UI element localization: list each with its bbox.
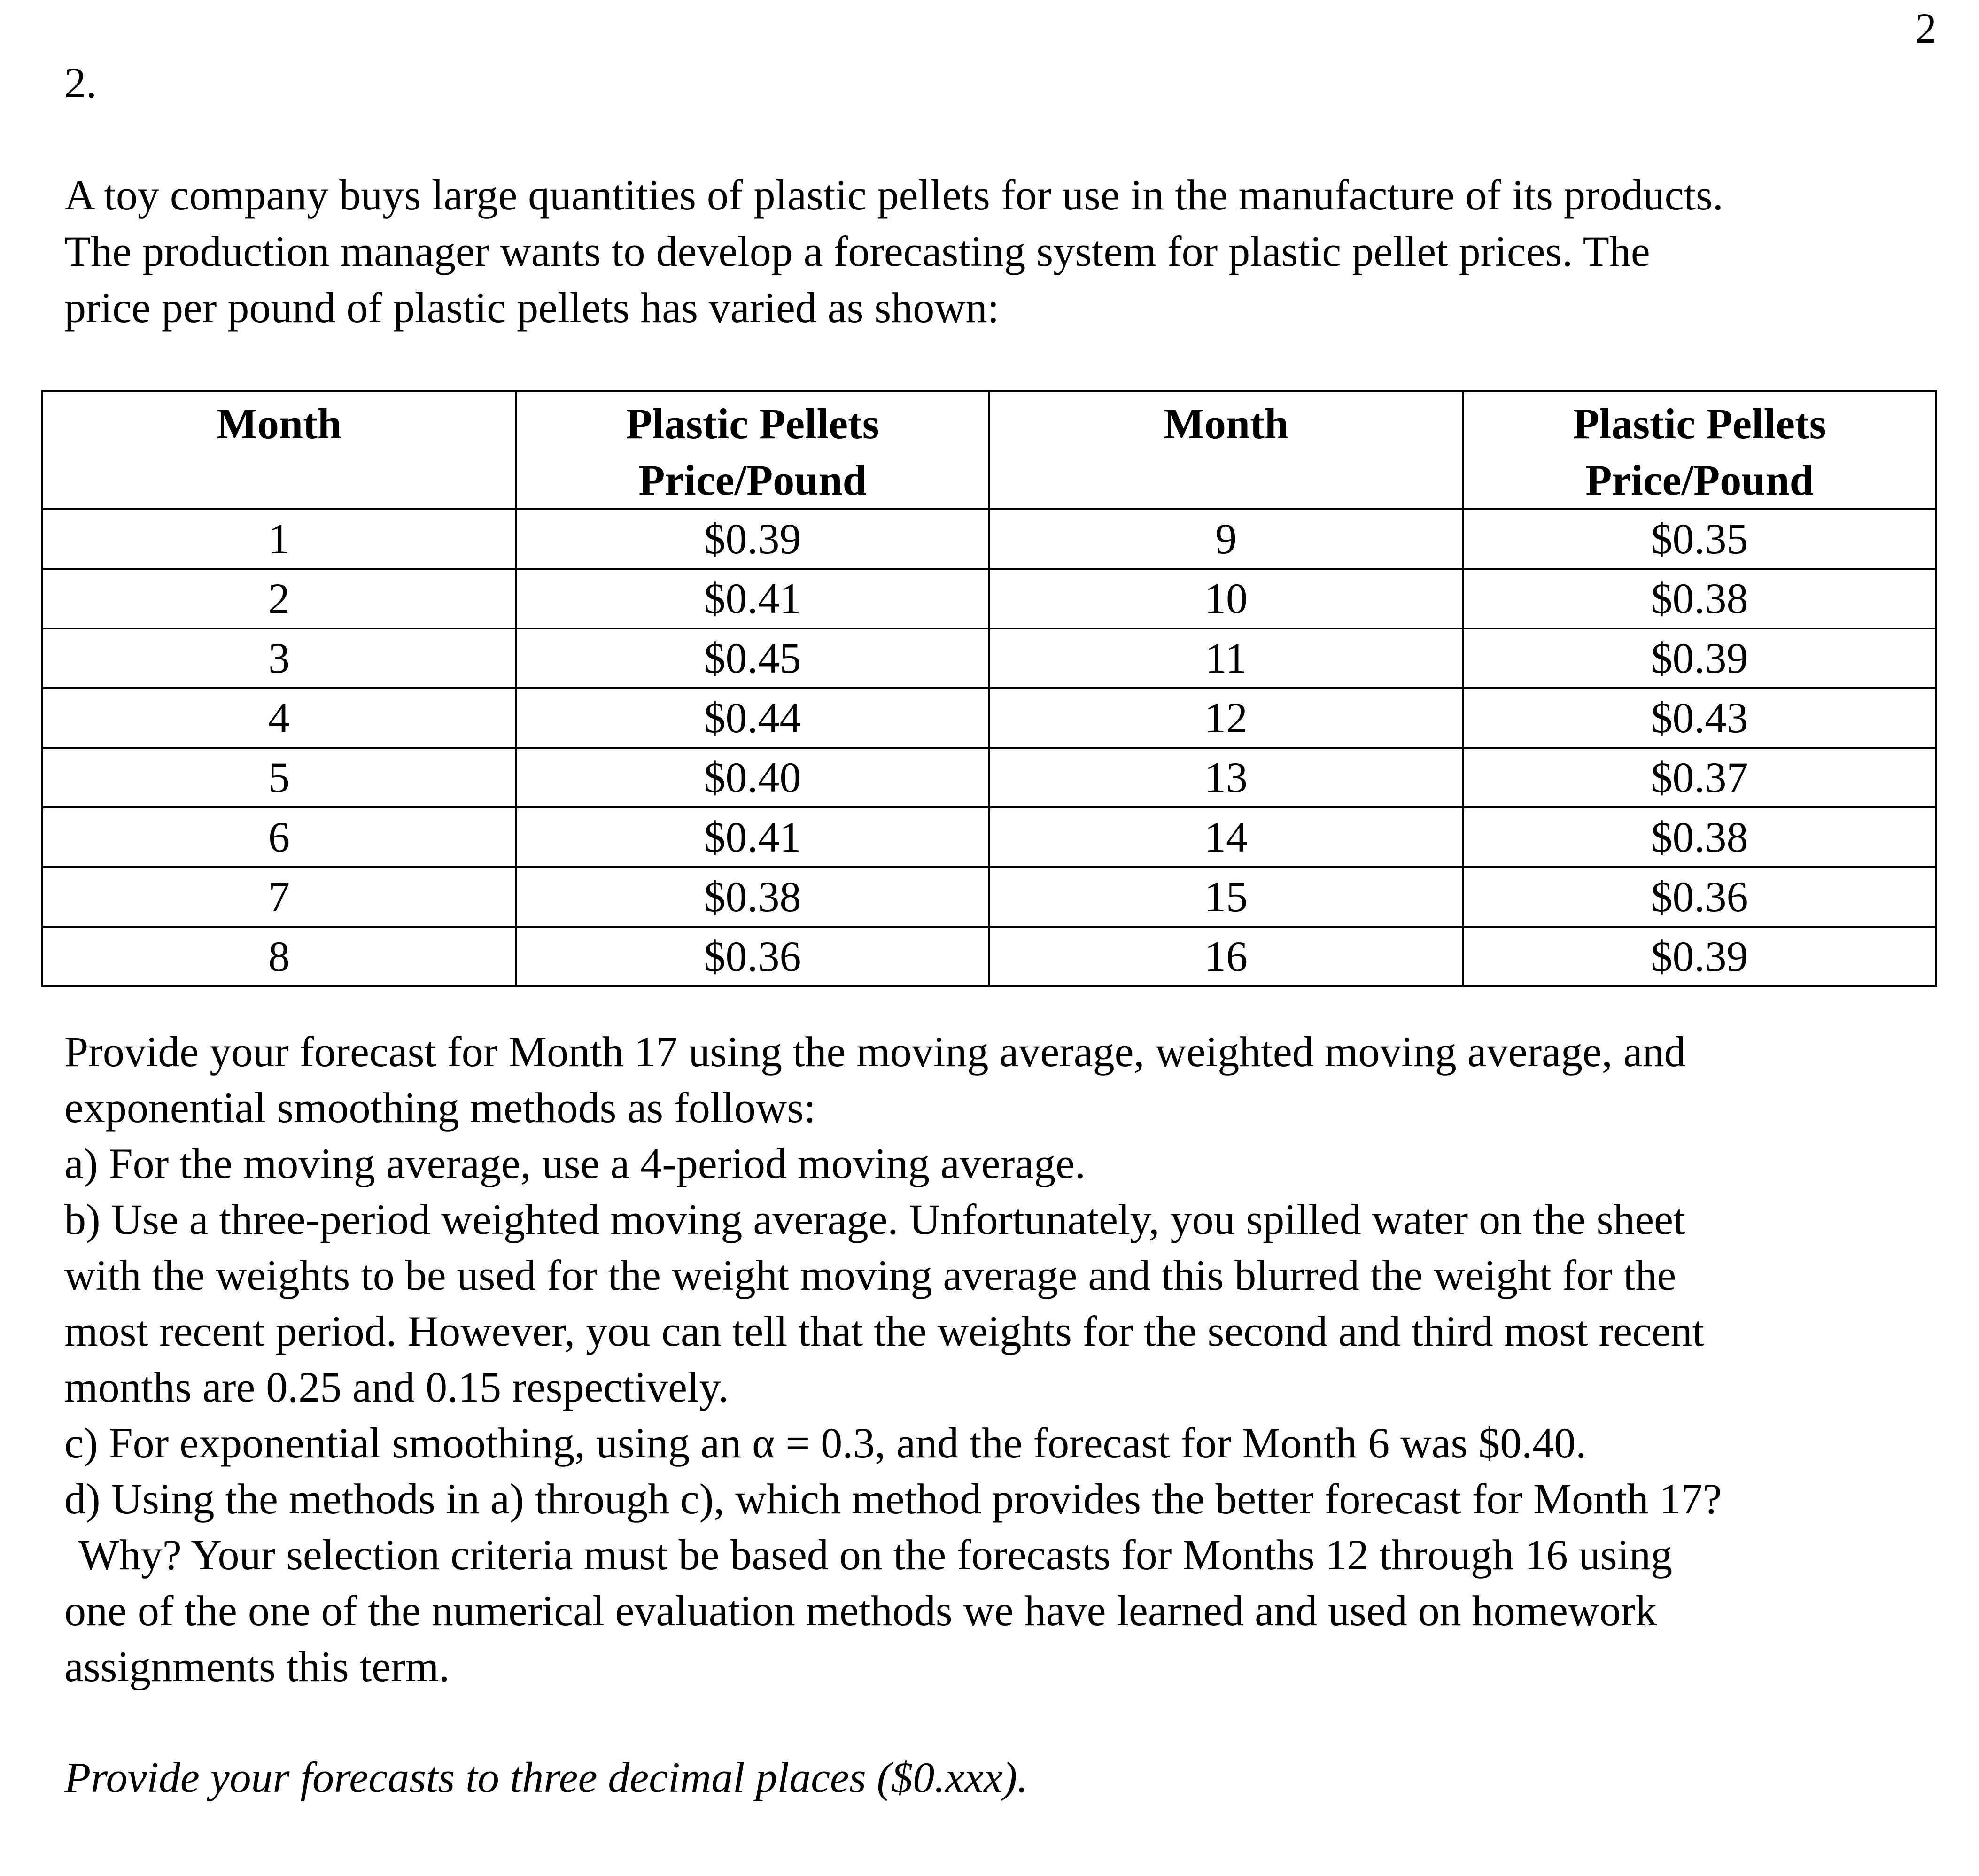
table-header-row — [42, 391, 1936, 509]
price-cell: $0.41 — [516, 807, 989, 867]
instruction-line: exponential smoothing methods as follows: — [64, 1084, 816, 1132]
header-month-1: Month — [42, 391, 516, 509]
price-cell: $0.38 — [1463, 569, 1936, 628]
page-number: 2 — [1915, 4, 1937, 52]
month-cell: 2 — [42, 569, 516, 628]
instruction-line: with the weights to be used for the weight moving average and this blurred the weight for the — [64, 1251, 1676, 1299]
intro-line: The production manager wants to develop a forecasting system for plastic pellet prices. The — [64, 227, 1650, 275]
month-cell: 3 — [42, 628, 516, 688]
month-cell: 7 — [42, 867, 516, 927]
month-cell: 4 — [42, 688, 516, 748]
month-cell: 8 — [42, 927, 516, 986]
instruction-line: a) For the moving average, use a 4-period moving average. — [64, 1140, 1086, 1187]
instruction-line: assignments this term. — [64, 1643, 450, 1690]
month-cell: 16 — [989, 927, 1463, 986]
month-cell: 1 — [42, 509, 516, 569]
month-cell: 9 — [989, 509, 1463, 569]
price-cell: $0.38 — [1463, 807, 1936, 867]
price-cell: $0.35 — [1463, 509, 1936, 569]
price-cell: $0.43 — [1463, 688, 1936, 748]
intro-line: price per pound of plastic pellets has varied as shown: — [64, 284, 1000, 332]
month-cell: 6 — [42, 807, 516, 867]
month-cell: 14 — [989, 807, 1463, 867]
instruction-line: d) Using the methods in a) through c), which method provides the better forecast for Month 17? — [64, 1475, 1722, 1523]
table-row — [42, 628, 1936, 688]
price-cell: $0.39 — [1463, 927, 1936, 986]
table-row — [42, 927, 1936, 986]
intro-paragraph — [64, 167, 1896, 336]
table-row — [42, 867, 1936, 927]
intro-line: A toy company buys large quantities of plastic pellets for use in the manufacture of its products. — [64, 171, 1723, 219]
table-row — [42, 748, 1936, 807]
table-row — [42, 688, 1936, 748]
month-cell: 5 — [42, 748, 516, 807]
month-cell: 13 — [989, 748, 1463, 807]
month-cell: 11 — [989, 628, 1463, 688]
price-cell: $0.45 — [516, 628, 989, 688]
month-cell: 12 — [989, 688, 1463, 748]
price-cell: $0.36 — [1463, 867, 1936, 927]
price-cell: $0.41 — [516, 569, 989, 628]
price-cell: $0.38 — [516, 867, 989, 927]
header-price-1: Plastic Pellets Price/Pound — [516, 391, 989, 509]
instructions-paragraph — [64, 1024, 1920, 1695]
instruction-line: c) For exponential smoothing, using an α = 0.3, and the forecast for Month 6 was $0.40. — [64, 1419, 1587, 1467]
month-cell: 10 — [989, 569, 1463, 628]
price-table — [41, 390, 1937, 987]
price-cell: $0.44 — [516, 688, 989, 748]
closing-note: Provide your forecasts to three decimal places ($0.xxx). — [64, 1753, 1028, 1801]
table-row — [42, 807, 1936, 867]
instruction-line: months are 0.25 and 0.15 respectively. — [64, 1363, 729, 1411]
price-cell: $0.39 — [516, 509, 989, 569]
month-cell: 15 — [989, 867, 1463, 927]
price-cell: $0.39 — [1463, 628, 1936, 688]
table-row — [42, 569, 1936, 628]
instruction-line: Why? Your selection criteria must be based on the forecasts for Months 12 through 16 using — [78, 1531, 1673, 1579]
header-month-2: Month — [989, 391, 1463, 509]
price-cell: $0.40 — [516, 748, 989, 807]
instruction-line: b) Use a three-period weighted moving average. Unfortunately, you spilled water on the sheet — [64, 1195, 1685, 1243]
price-cell: $0.36 — [516, 927, 989, 986]
question-number: 2. — [64, 59, 97, 107]
table-row — [42, 509, 1936, 569]
instruction-line: Provide your forecast for Month 17 using the moving average, weighted moving average, and — [64, 1028, 1686, 1076]
instruction-line: most recent period. However, you can tell that the weights for the second and third most recent — [64, 1307, 1705, 1355]
instruction-line: one of the one of the numerical evaluation methods we have learned and used on homework — [64, 1587, 1657, 1635]
price-cell: $0.37 — [1463, 748, 1936, 807]
header-price-2: Plastic Pellets Price/Pound — [1463, 391, 1936, 509]
